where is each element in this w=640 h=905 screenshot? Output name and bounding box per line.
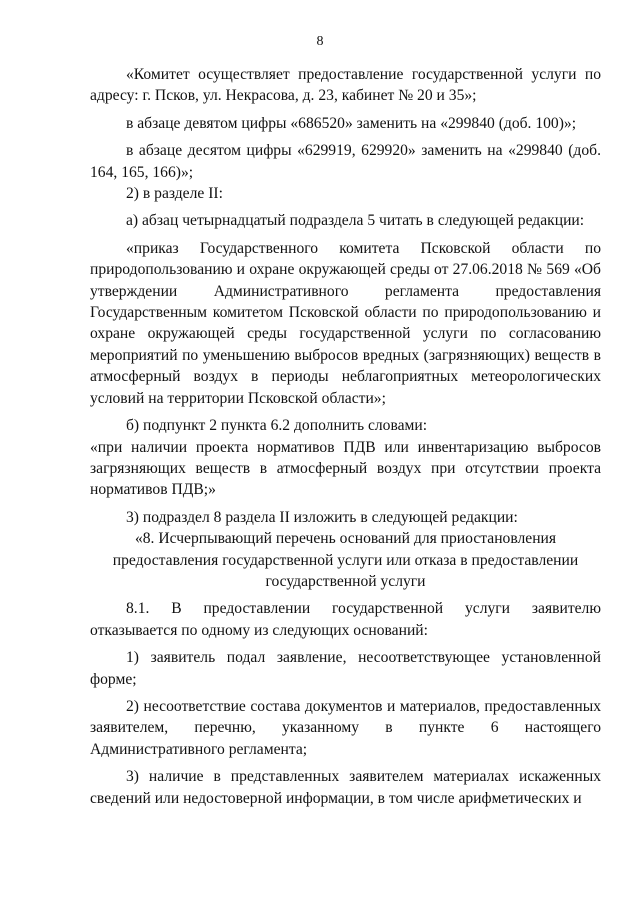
paragraph-subsection-5: а) абзац четырнадцатый подраздела 5 читать в следующей редакции: bbox=[126, 212, 585, 230]
list-item-3: 3) наличие в представленных заявителем материалах искаженных сведений или недостоверной информации, в том числе арифметических и bbox=[90, 768, 601, 807]
list-item-2: 2) несоответствие состава документов и материалов, предоставленных заявителем, перечню, указанному в пункте 6 настоящего Административного регламента; bbox=[90, 697, 601, 758]
paragraph-tenth-amendment: в абзаце десятом цифры «629919, 629920» заменить на «299840 (доб. 164, 165, 166)»; bbox=[90, 142, 601, 181]
page-number: 8 bbox=[316, 34, 324, 49]
paragraph-ninth-amendment: в абзаце девятом цифры «686520» заменить на «299840 (доб. 100)»; bbox=[126, 114, 577, 132]
paragraph-section-2: 2) в разделе II: bbox=[126, 185, 223, 203]
section-heading: «8. Исчерпывающий перечень оснований для приостановления предоставления государственной услуги или отказа в предоставлении государственной услуги bbox=[112, 530, 579, 590]
paragraph-committee-address: «Комитет осуществляет предоставление государственной услуги по адресу: г. Псков, ул. Некрасова, д. 23, кабинет № 20 и 35»; bbox=[90, 66, 601, 105]
paragraph-order-quote: «приказ Государственного комитета Псковской области по природопользованию и охране окружающей среды от 27.06.2018 № 569 «Об утверждении Административного регламента предоставления Государственным комитетом Псковской области по природопользованию и охране окружающей среды государственной услуги по согласованию мероприятий по уменьшению выбросов вредных (загрязняющих) веществ в атмосферный воздух в периоды неблагоприятных метеорологических условий на территории Псковской области»; bbox=[90, 239, 601, 407]
paragraph-8-1: 8.1. В предоставлении государственной услуги заявителю отказывается по одному из следующих оснований: bbox=[90, 600, 601, 639]
paragraph-subsection-8: 3) подраздел 8 раздела II изложить в следующей редакции: bbox=[126, 508, 518, 526]
paragraph-pdv-quote: «при наличии проекта нормативов ПДВ или инвентаризацию выбросов загрязняющих веществ в атмосферный воздух при отсутствии проекта нормативов ПДВ;» bbox=[90, 438, 601, 499]
document-body bbox=[90, 64, 601, 809]
paragraph-subpoint-6-2: б) подпункт 2 пункта 6.2 дополнить словами: bbox=[126, 417, 428, 435]
list-item-1: 1) заявитель подал заявление, несоответствующее установленной форме; bbox=[90, 649, 601, 688]
